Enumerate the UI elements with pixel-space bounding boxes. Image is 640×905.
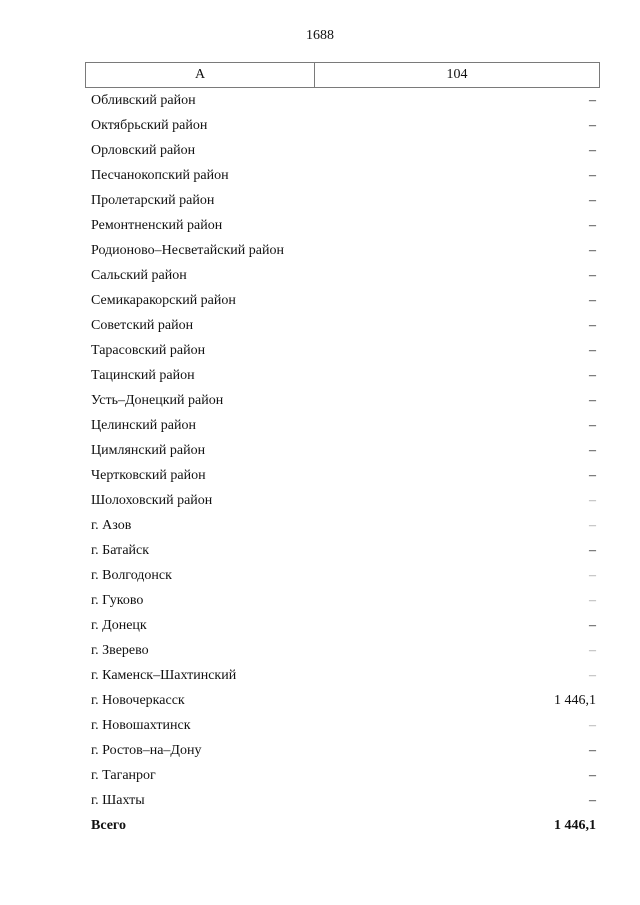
row-value: – (589, 668, 596, 683)
table-row (0, 714, 640, 739)
row-value: – (589, 593, 596, 608)
row-name: г. Донецк (91, 618, 147, 633)
row-name: г. Зверево (91, 643, 149, 658)
header-cell-a: А (86, 63, 315, 87)
row-value: – (589, 218, 596, 233)
table-header (85, 62, 600, 88)
row-name: Цимлянский район (91, 443, 206, 458)
table-row (0, 764, 640, 789)
row-value: – (589, 293, 596, 308)
row-name: Родионово–Несветайский район (91, 243, 284, 258)
table-row (0, 514, 640, 539)
table-row (0, 389, 640, 414)
table-row (0, 89, 640, 114)
row-name: Тарасовский район (91, 343, 206, 358)
row-value: – (589, 468, 596, 483)
table-row (0, 464, 640, 489)
row-name: г. Азов (91, 518, 132, 533)
table-row (0, 239, 640, 264)
table-row (0, 189, 640, 214)
table-row (0, 289, 640, 314)
row-name: Советский район (91, 318, 194, 333)
row-value: – (589, 793, 596, 808)
row-name: Чертковский район (91, 468, 206, 483)
row-name: г. Шахты (91, 793, 145, 808)
row-value: – (589, 143, 596, 158)
row-name: г. Каменск–Шахтинский (91, 668, 237, 683)
table-row (0, 614, 640, 639)
row-name: Пролетарский район (91, 193, 215, 208)
row-value: – (589, 568, 596, 583)
row-value: – (589, 718, 596, 733)
table-row (0, 489, 640, 514)
row-value: – (589, 543, 596, 558)
table-row (0, 364, 640, 389)
table-row (0, 114, 640, 139)
table-row (0, 789, 640, 814)
table-row (0, 339, 640, 364)
row-value: – (589, 618, 596, 633)
row-name: Обливский район (91, 93, 196, 108)
table-row (0, 664, 640, 689)
header-cell-value: 104 (446, 67, 468, 82)
row-value: – (589, 193, 596, 208)
row-value: – (589, 93, 596, 108)
row-name: г. Таганрог (91, 768, 156, 783)
row-value: – (589, 443, 596, 458)
table-body (0, 89, 640, 839)
table-row (0, 639, 640, 664)
row-value: – (589, 768, 596, 783)
table-row (0, 739, 640, 764)
row-value: 1 446,1 (554, 693, 596, 708)
table-row (0, 539, 640, 564)
page-number: 1688 (306, 28, 334, 43)
row-value: – (589, 243, 596, 258)
row-value: – (589, 318, 596, 333)
row-name: Ремонтненский район (91, 218, 223, 233)
table-row (0, 264, 640, 289)
row-value: – (589, 343, 596, 358)
row-name: г. Волгодонск (91, 568, 172, 583)
table-row (0, 564, 640, 589)
table-row (0, 589, 640, 614)
total-value: 1 446,1 (554, 818, 596, 833)
table-row (0, 214, 640, 239)
row-name: г. Ростов–на–Дону (91, 743, 202, 758)
row-name: Песчанокопский район (91, 168, 229, 183)
row-name: Усть–Донецкий район (91, 393, 224, 408)
table-row (0, 139, 640, 164)
table-row (0, 414, 640, 439)
row-value: – (589, 518, 596, 533)
row-name: г. Батайск (91, 543, 150, 558)
row-name: г. Гуково (91, 593, 144, 608)
row-value: – (589, 643, 596, 658)
row-name: Сальский район (91, 268, 187, 283)
total-label: Всего (91, 818, 126, 833)
row-name: Семикаракорский район (91, 293, 236, 308)
table-row (0, 164, 640, 189)
row-value: – (589, 118, 596, 133)
row-name: г. Новошахтинск (91, 718, 191, 733)
row-name: Октябрьский район (91, 118, 208, 133)
row-value: – (589, 418, 596, 433)
row-value: – (589, 393, 596, 408)
row-name: Тацинский район (91, 368, 195, 383)
table-row (0, 439, 640, 464)
row-value: – (589, 268, 596, 283)
row-name: Целинский район (91, 418, 196, 433)
row-name: Орловский район (91, 143, 196, 158)
row-name: г. Новочеркасск (91, 693, 185, 708)
row-value: – (589, 168, 596, 183)
row-value: – (589, 368, 596, 383)
row-name: Шолоховский район (91, 493, 213, 508)
table-row (0, 689, 640, 714)
table-row (0, 314, 640, 339)
row-value: – (589, 743, 596, 758)
row-value: – (589, 493, 596, 508)
total-row (0, 814, 640, 839)
